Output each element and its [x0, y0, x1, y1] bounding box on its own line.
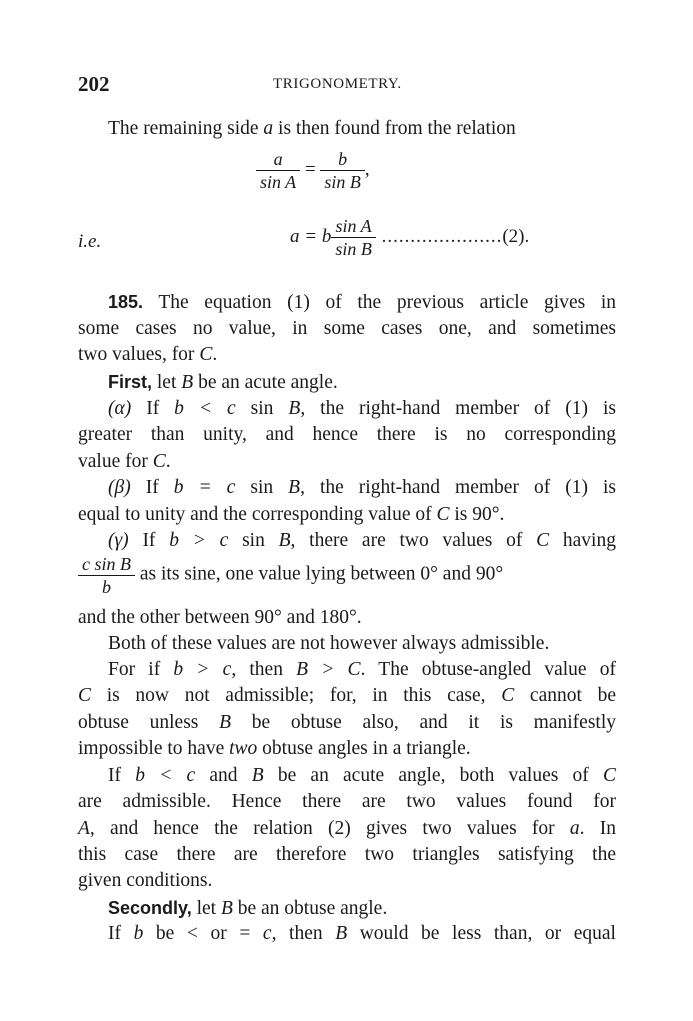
article-185-line-3: two values, for C.: [78, 344, 218, 365]
gamma-line-2: $\frac{\text{c sin B}}{b}$ as its sine, one value lying between 0° and 90°: [78, 553, 503, 598]
page-number: 202: [78, 72, 110, 96]
fraction-a: $\frac{a}{\text{sin A}}$: [256, 148, 300, 193]
ifbc-line-3: A, and hence the relation (2) gives two values for a. In: [78, 818, 616, 839]
equation-ratio: [256, 148, 370, 193]
forif-line-2: C is now not admissible; for, in this case, C cannot be: [78, 685, 616, 706]
forif-line-1: For if b > c, then B > C. The obtuse-angled value of: [108, 659, 617, 680]
ifbc-line-1: If b < c and B be an acute angle, both values of C: [108, 765, 616, 786]
ifbc-line-2: are admissible. Hence there are two values found for: [78, 791, 616, 812]
text: is then found from the relation: [273, 118, 516, 139]
fraction-b: $\frac{b}{\text{sin B}}$: [320, 148, 365, 193]
alpha-line-2: greater than unity, and hence there is no corresponding: [78, 424, 616, 445]
equation-lhs: a = b: [290, 225, 332, 247]
fraction-sin: $\frac{\text{sin A}}{\text{sin B}}$: [331, 215, 376, 260]
page-header: [78, 72, 618, 98]
gamma-line-1: (γ) If b > c sin B, there are two values of C having: [108, 530, 616, 551]
both-line: Both of these values are not however always admissible.: [108, 633, 550, 654]
equation-2: [290, 215, 529, 260]
article-185-line-1: 185. The equation (1) of the previous article gives in: [108, 292, 616, 313]
running-title: TRIGONOMETRY.: [273, 76, 402, 92]
beta-line-1: (β) If b = c sin B, the right-hand member of (1) is: [108, 477, 616, 498]
secondly-line: Secondly, let B be an obtuse angle.: [108, 898, 388, 919]
secondly-label: Secondly,: [108, 898, 192, 918]
last-line: If b be < or = c, then B would be less than, or equal: [108, 923, 616, 944]
beta-line-2: equal to unity and the corresponding value of C is 90°.: [78, 504, 505, 525]
gamma-line-3: and the other between 90° and 180°.: [78, 607, 362, 628]
variable: a: [263, 118, 274, 139]
text: The remaining side: [108, 118, 264, 139]
ifbc-line-5: given conditions.: [78, 870, 213, 891]
equals: =: [300, 158, 321, 180]
article-number: 185.: [108, 292, 144, 312]
alpha-line-3: value for C.: [78, 451, 171, 472]
fraction-csinb: $\frac{\text{c sin B}}{b}$: [78, 553, 135, 598]
leader-dots: .....................: [375, 225, 503, 247]
first-label: First,: [108, 372, 153, 392]
ifbc-line-4: this case there are therefore two triangles satisfying the: [78, 844, 616, 865]
alpha-line-1: (α) If b < c sin B, the right-hand member of (1) is: [108, 398, 616, 419]
first-case-line: First, let B be an acute angle.: [108, 372, 338, 393]
comma: ,: [364, 158, 370, 180]
equation-tag: (2).: [502, 225, 530, 247]
intro-line: [108, 116, 616, 142]
ie-label: i.e.: [78, 231, 102, 252]
forif-line-3: obtuse unless B be obtuse also, and it is manifestly: [78, 712, 616, 733]
article-185-line-2: some cases no value, in some cases one, and sometimes: [78, 318, 616, 339]
forif-line-4: impossible to have two obtuse angles in a triangle.: [78, 738, 471, 759]
